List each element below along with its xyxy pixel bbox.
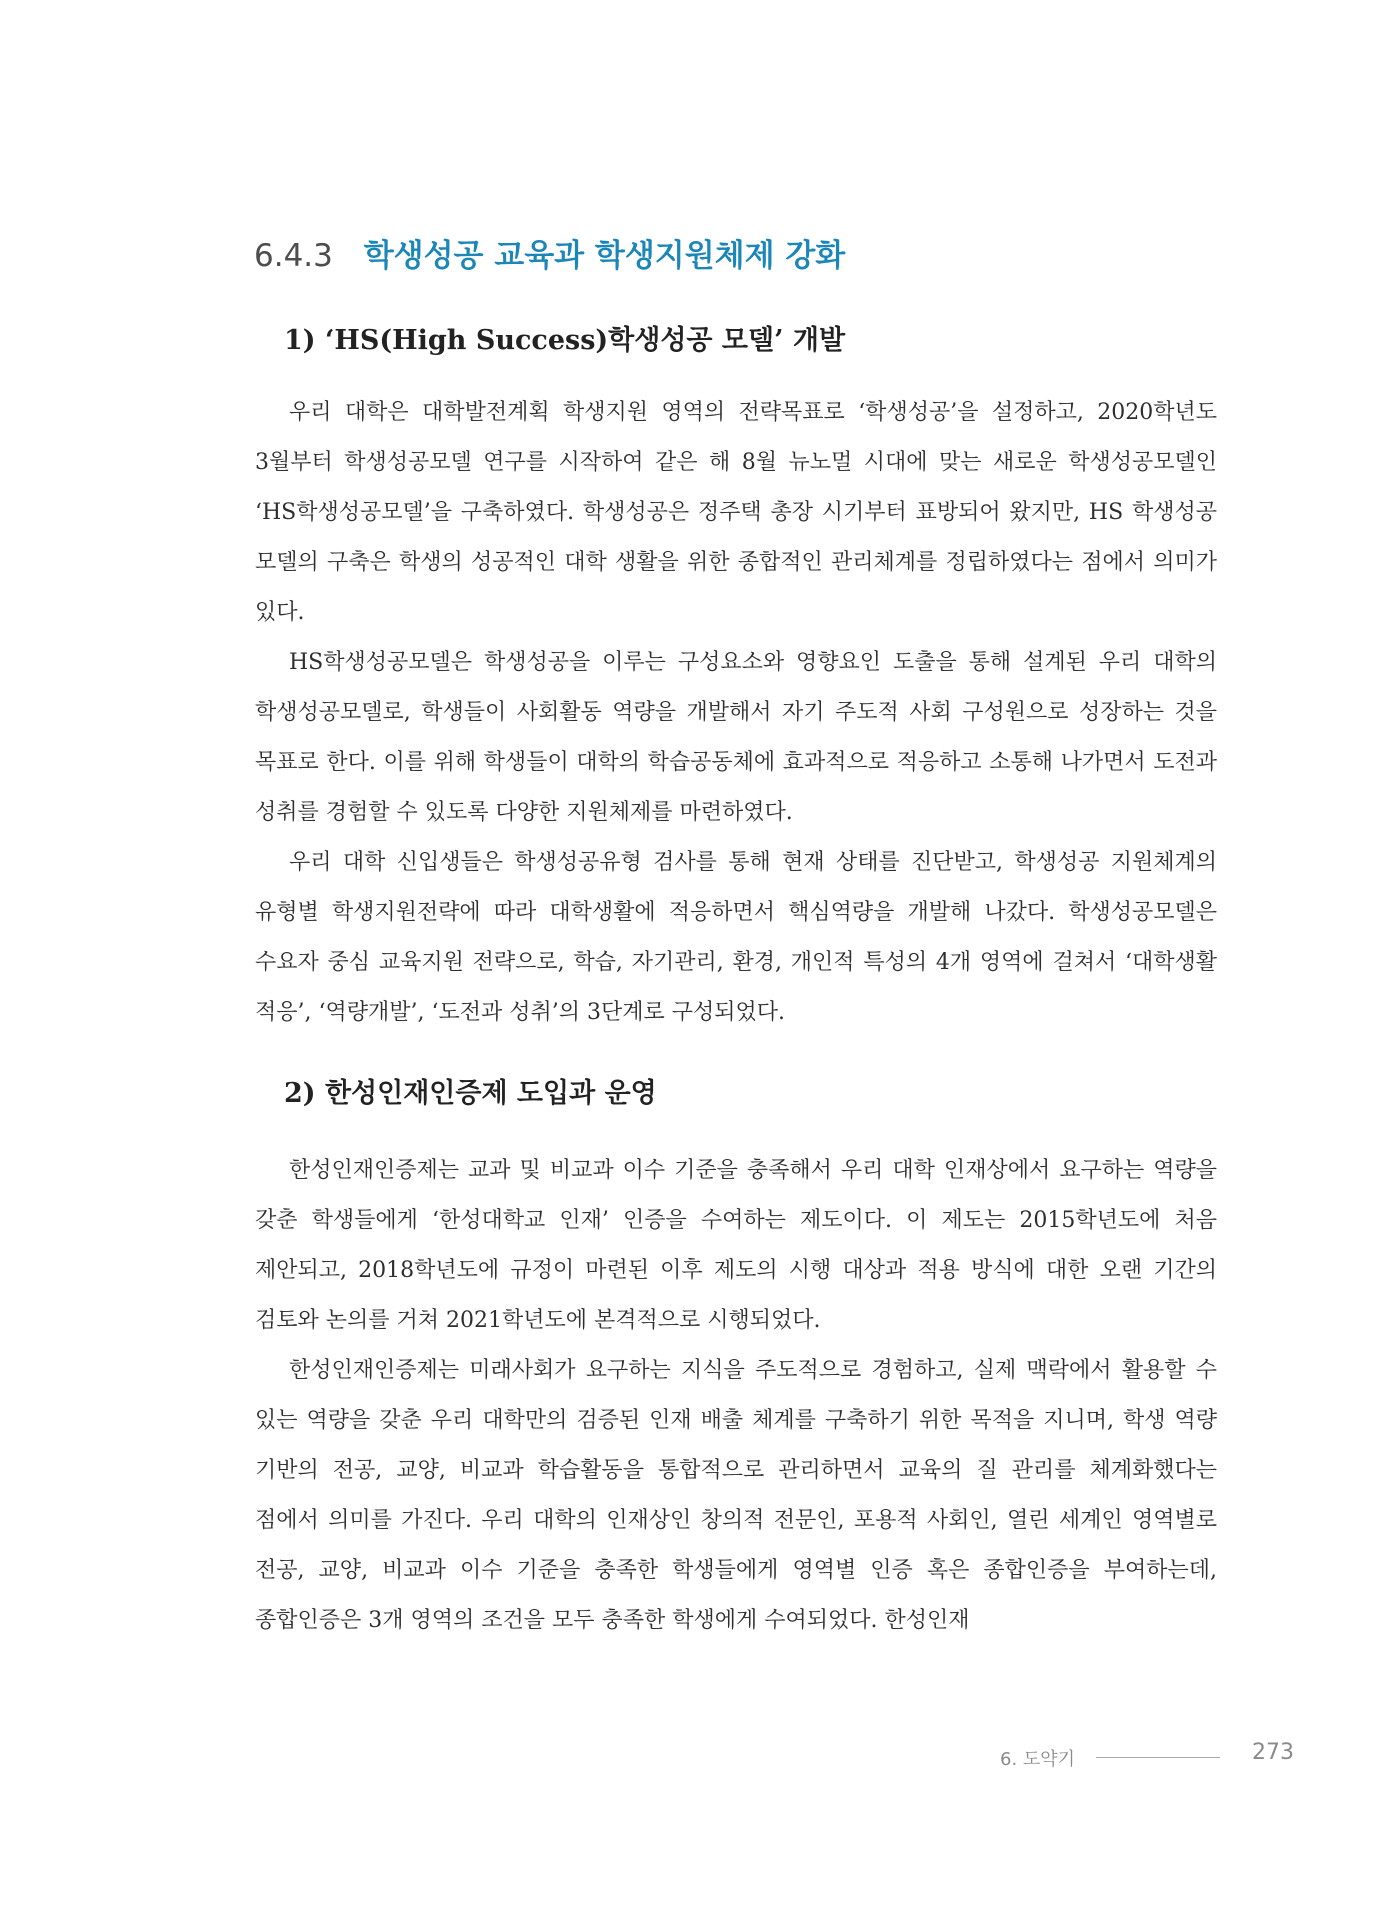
subsection-1-heading: 1) ‘HS(High Success)학생성공 모델’ 개발 (284, 325, 846, 356)
section-title: 학생성공 교육과 학생지원체제 강화 (363, 238, 846, 274)
paragraph: 한성인재인증제는 교과 및 비교과 이수 기준을 충족해서 우리 대학 인재상에서 요구하는 역량을 갖춘 학생들에게 ‘한성대학교 인재’ 인증을 수여하는 제도이다. 이 제도는 2015학년도에 처음 제안되고, 2018학년도에 규정이 마련된 이후 제도의 시행 대상과 적용 방식에 대한 오랜 기간의 검토와 논의를 거쳐 2021학년도에 본격적으로 시행되었다. (255, 1158, 1217, 1333)
page-number: 273 (1252, 1740, 1294, 1765)
paragraph: 우리 대학 신입생들은 학생성공유형 검사를 통해 현재 상태를 진단받고, 학생성공 지원체계의 유형별 학생지원전략에 따라 대학생활에 적응하면서 핵심역량을 개발해 나갔다. 학생성공모델은 수요자 중심 교육지원 전략으로, 학습, 자기관리, 환경, 개인적 특성의 4개 영역에 걸쳐서 ‘대학생활 적응’, ‘역량개발’, ‘도전과 성취’의 3단계로 구성되었다. (255, 850, 1217, 1025)
paragraph: 우리 대학은 대학발전계획 학생지원 영역의 전략목표로 ‘학생성공’을 설정하고, 2020학년도 3월부터 학생성공모델 연구를 시작하여 같은 해 8월 뉴노멀 시대에 맞는 새로운 학생성공모델인 ‘HS학생성공모델’을 구축하였다. 학생성공은 정주택 총장 시기부터 표방되어 왔지만, HS 학생성공 모델의 구축은 학생의 성공적인 대학 생활을 위한 종합적인 관리체계를 정립하였다는 점에서 의미가 있다. (255, 400, 1217, 625)
paragraph: HS학생성공모델은 학생성공을 이루는 구성요소와 영향요인 도출을 통해 설계된 우리 대학의 학생성공모델로, 학생들이 사회활동 역량을 개발해서 자기 주도적 사회 구성원으로 성장하는 것을 목표로 한다. 이를 위해 학생들이 대학의 학습공동체에 효과적으로 적응하고 소통해 나가면서 도전과 성취를 경험할 수 있도록 다양한 지원체제를 마련하였다. (255, 650, 1217, 825)
section-heading (254, 236, 845, 276)
footer-divider (1096, 1757, 1220, 1758)
paragraph: 한성인재인증제는 미래사회가 요구하는 지식을 주도적으로 경험하고, 실제 맥락에서 활용할 수 있는 역량을 갖춘 우리 대학만의 검증된 인재 배출 체계를 구축하기 위한 목적을 지니며, 학생 역량 기반의 전공, 교양, 비교과 학습활동을 통합적으로 관리하면서 교육의 질 관리를 체계화했다는 점에서 의미를 가진다. 우리 대학의 인재상인 창의적 전문인, 포용적 사회인, 열린 세계인 영역별로 전공, 교양, 비교과 이수 기준을 충족한 학생들에게 영역별 인증 혹은 종합인증을 부여하는데, 종합인증은 3개 영역의 조건을 모두 충족한 학생에게 수여되었다. 한성인재 (255, 1358, 1217, 1633)
subsection-2-heading: 2) 한성인재인증제 도입과 운영 (284, 1078, 657, 1109)
subsection-1-body (255, 388, 1217, 1038)
section-number: 6.4.3 (254, 238, 333, 274)
subsection-2-body (255, 1146, 1217, 1646)
page-footer (1000, 1740, 1300, 1770)
footer-chapter-label: 6. 도약기 (1000, 1749, 1076, 1770)
